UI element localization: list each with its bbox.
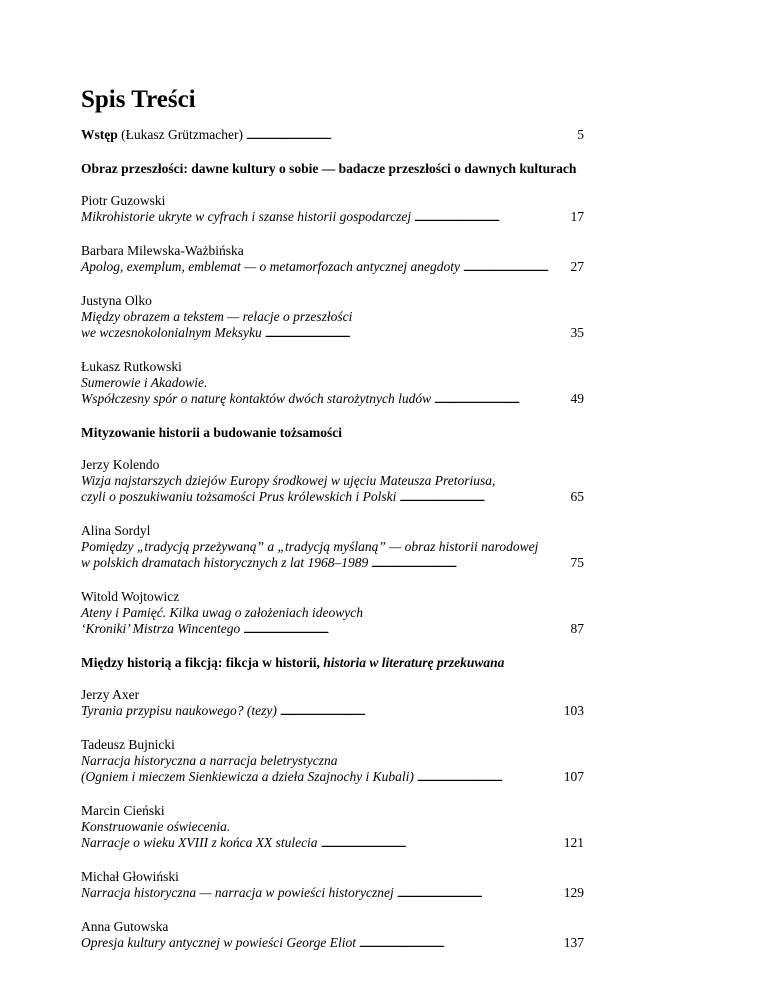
- dot-leader: [243, 622, 567, 638]
- page-number: 27: [570, 259, 584, 274]
- entry-author: Jerzy Kolendo: [81, 457, 160, 472]
- entry-title-text: Między obrazem a tekstem — relacje o przeszłości: [81, 309, 353, 324]
- page-number: 137: [563, 935, 584, 950]
- toc-entry: [81, 243, 584, 276]
- page-number: 49: [570, 391, 584, 406]
- entry-title-line: [81, 539, 584, 555]
- page-number: 103: [563, 703, 584, 718]
- page-number: 129: [563, 885, 584, 900]
- entry-title-text: Apolog, exemplum, emblemat — o metamorfozach antycznej anegdoty: [81, 259, 461, 274]
- dot-leader: [414, 210, 567, 226]
- page-number: 35: [570, 325, 584, 340]
- entry-title-line: [81, 885, 584, 902]
- entry-title-text: Sumerowie i Akadowie.: [81, 375, 208, 390]
- page-number: 17: [570, 209, 584, 224]
- page-title: Spis Treści: [81, 86, 196, 113]
- section-heading: [81, 425, 584, 441]
- entry-title-text: ‘Kroniki’ Mistrza Wincentego: [81, 621, 241, 636]
- toc-entry: [81, 293, 584, 342]
- entry-title-line: [81, 375, 584, 391]
- page-number: 107: [563, 769, 584, 784]
- dot-leader: [246, 128, 574, 144]
- table-of-contents: [81, 85, 584, 952]
- entry-title-text: Wizja najstarszych dziejów Europy środkowej w ujęciu Mateusza Pretoriusa,: [81, 473, 496, 488]
- entry-title-text: Ateny i Pamięć. Kilka uwag o założeniach ideowych: [81, 605, 363, 620]
- entry-title-line: [81, 753, 584, 769]
- dot-leader: [321, 836, 561, 852]
- section-heading-italic: historia w literaturę przekuwana: [323, 655, 505, 670]
- dot-leader: [280, 704, 561, 720]
- toc-entry: [81, 869, 584, 902]
- entry-title-line: [81, 259, 584, 276]
- page-number: 65: [570, 489, 584, 504]
- toc-entry: [81, 523, 584, 572]
- section-heading-text: Między historią a fikcją: fikcja w historii,: [81, 655, 324, 670]
- intro-text: [81, 127, 243, 143]
- section-heading-text: Obraz przeszłości: dawne kultury o sobie — badacze przeszłości o dawnych kulturach: [81, 161, 577, 176]
- dot-leader: [434, 392, 567, 408]
- entry-title-line: [81, 473, 584, 489]
- entry-title-line: [81, 621, 584, 638]
- entry-title-line: [81, 819, 584, 835]
- toc-entry: [81, 919, 584, 952]
- intro-author: (Łukasz Grützmacher): [121, 127, 243, 142]
- entry-title-line: [81, 605, 584, 621]
- section-heading: [81, 655, 584, 671]
- page-number: 5: [577, 127, 584, 142]
- entry-title-text: we wczesnokolonialnym Meksyku: [81, 325, 262, 340]
- entry-title-line: [81, 309, 584, 325]
- entry-title-text: Konstruowanie oświecenia.: [81, 819, 231, 834]
- dot-leader: [265, 326, 568, 342]
- entry-author: Barbara Milewska-Ważbińska: [81, 243, 244, 258]
- page-number: 75: [570, 555, 584, 570]
- entry-title-text: Narracje o wieku XVIII z końca XX stulecia: [81, 835, 318, 850]
- entry-title-text: Mikrohistorie ukryte w cyfrach i szanse historii gospodarczej: [81, 209, 412, 224]
- entry-author: Tadeusz Bujnicki: [81, 737, 175, 752]
- page-number: 121: [563, 835, 584, 850]
- toc-entry: [81, 687, 584, 720]
- dot-leader: [359, 936, 561, 952]
- dot-leader: [463, 260, 567, 276]
- toc-sections: [81, 161, 584, 952]
- toc-entry: [81, 193, 584, 226]
- entry-author: Anna Gutowska: [81, 919, 169, 934]
- entry-title-text: Współczesny spór o naturę kontaktów dwóch starożytnych ludów: [81, 391, 432, 406]
- toc-intro-entry: [81, 127, 584, 144]
- entry-author: Jerzy Axer: [81, 687, 140, 702]
- entry-title-line: [81, 935, 584, 952]
- section-heading: [81, 161, 584, 177]
- entry-title-text: Narracja historyczna — narracja w powieści historycznej: [81, 885, 394, 900]
- entry-title-line: [81, 391, 584, 408]
- entry-title-line: [81, 703, 584, 720]
- dot-leader: [371, 556, 567, 572]
- entry-title-line: [81, 325, 584, 342]
- entry-author: Marcin Cieński: [81, 803, 165, 818]
- toc-entry: [81, 359, 584, 408]
- entry-title-text: Pomiędzy „tradycją przeżywaną” a „tradycją myślaną” — obraz historii narodowej: [81, 539, 539, 554]
- entry-author: Alina Sordyl: [81, 523, 151, 538]
- entry-title-text: w polskich dramatach historycznych z lat 1968–1989: [81, 555, 369, 570]
- toc-entry: [81, 737, 584, 786]
- intro-label: Wstęp: [81, 127, 118, 142]
- entry-author: Witold Wojtowicz: [81, 589, 180, 604]
- entry-author: Michał Głowiński: [81, 869, 179, 884]
- entry-author: Łukasz Rutkowski: [81, 359, 182, 374]
- dot-leader: [397, 886, 561, 902]
- entry-title-text: (Ogniem i mieczem Sienkiewicza a dzieła Szajnochy i Kubali): [81, 769, 414, 784]
- entry-title-line: [81, 209, 584, 226]
- entry-title-text: Tyrania przypisu naukowego? (tezy): [81, 703, 277, 718]
- toc-entry: [81, 589, 584, 638]
- entry-title-text: Opresja kultury antycznej w powieści George Eliot: [81, 935, 356, 950]
- entry-title-text: Narracja historyczna a narracja beletrystyczna: [81, 753, 338, 768]
- toc-entry: [81, 457, 584, 506]
- entry-title-line: [81, 555, 584, 572]
- page-number: 87: [570, 621, 584, 636]
- entry-title-line: [81, 835, 584, 852]
- dot-leader: [399, 490, 567, 506]
- entry-title-line: [81, 489, 584, 506]
- entry-title-line: [81, 769, 584, 786]
- entry-author: Justyna Olko: [81, 293, 152, 308]
- toc-entry: [81, 803, 584, 852]
- section-heading-text: Mityzowanie historii a budowanie tożsamości: [81, 425, 342, 440]
- dot-leader: [417, 770, 561, 786]
- entry-title-text: czyli o poszukiwaniu tożsamości Prus królewskich i Polski: [81, 489, 397, 504]
- entry-author: Piotr Guzowski: [81, 193, 166, 208]
